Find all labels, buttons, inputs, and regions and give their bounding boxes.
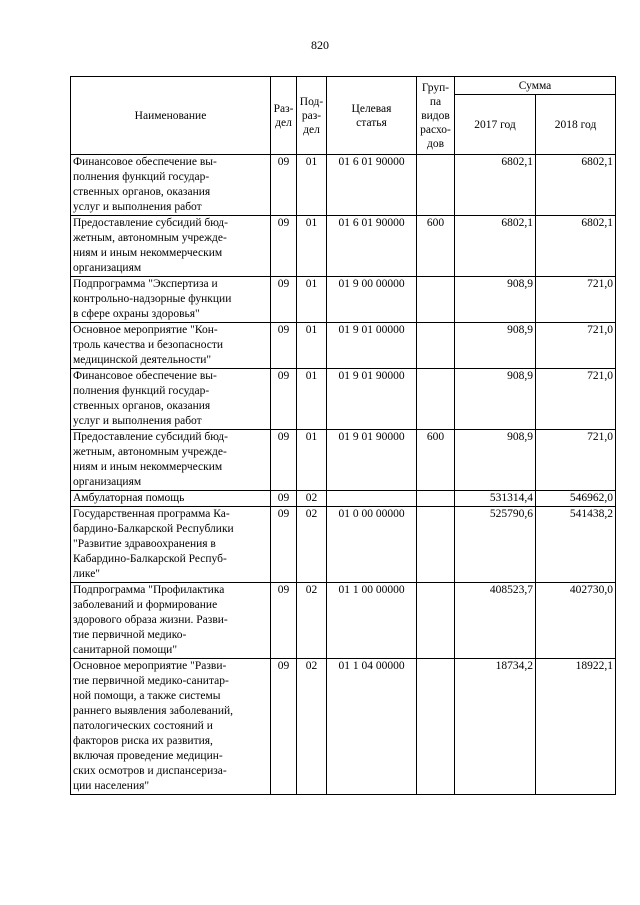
cell-2018: 541438,2 [536, 507, 616, 583]
table-row [71, 155, 616, 216]
header-2018: 2018 год [536, 95, 616, 155]
cell-statya: 01 1 00 00000 [327, 583, 417, 659]
cell-razdel: 09 [271, 323, 297, 369]
cell-statya: 01 6 01 90000 [327, 216, 417, 277]
cell-group [417, 507, 455, 583]
cell-group [417, 155, 455, 216]
header-razdel: Раз- дел [271, 77, 297, 155]
cell-2018: 6802,1 [536, 216, 616, 277]
cell-2017: 908,9 [455, 430, 536, 491]
cell-group [417, 323, 455, 369]
cell-podrazdel: 02 [297, 583, 327, 659]
table-body [71, 155, 616, 795]
table-row [71, 583, 616, 659]
table-row [71, 659, 616, 795]
header-podrazdel: Под- раз- дел [297, 77, 327, 155]
cell-name: Государственная программа Ка- бардино-Балкарской Республики "Развитие здравоохранения в Кабардино-Балкарской Респуб- лике" [71, 507, 271, 583]
cell-podrazdel: 01 [297, 323, 327, 369]
cell-razdel: 09 [271, 507, 297, 583]
cell-2017: 908,9 [455, 277, 536, 323]
page-number: 820 [311, 38, 329, 52]
header-name: Наименование [71, 77, 271, 155]
cell-razdel: 09 [271, 430, 297, 491]
cell-2018: 721,0 [536, 430, 616, 491]
cell-podrazdel: 01 [297, 155, 327, 216]
table-row [71, 491, 616, 507]
cell-2017: 6802,1 [455, 216, 536, 277]
cell-group [417, 659, 455, 795]
header-group: Груп- па видов расхо- дов [417, 77, 455, 155]
cell-2018: 6802,1 [536, 155, 616, 216]
cell-razdel: 09 [271, 491, 297, 507]
cell-2018: 721,0 [536, 277, 616, 323]
cell-razdel: 09 [271, 583, 297, 659]
cell-name: Подпрограмма "Экспертиза и контрольно-надзорные функции в сфере охраны здоровья" [71, 277, 271, 323]
cell-2018: 546962,0 [536, 491, 616, 507]
cell-podrazdel: 01 [297, 277, 327, 323]
cell-2017: 908,9 [455, 369, 536, 430]
cell-podrazdel: 02 [297, 491, 327, 507]
cell-name: Амбулаторная помощь [71, 491, 271, 507]
cell-group [417, 369, 455, 430]
table-row [71, 277, 616, 323]
cell-razdel: 09 [271, 369, 297, 430]
cell-2017: 408523,7 [455, 583, 536, 659]
cell-name: Предоставление субсидий бюд- жетным, автономным учрежде- ниям и иным некоммерческим организациям [71, 430, 271, 491]
cell-podrazdel: 02 [297, 507, 327, 583]
cell-2018: 18922,1 [536, 659, 616, 795]
cell-group: 600 [417, 216, 455, 277]
cell-statya: 01 0 00 00000 [327, 507, 417, 583]
cell-name: Подпрограмма "Профилактика заболеваний и формирование здорового образа жизни. Разви- тие первичной медико- санитарной помощи" [71, 583, 271, 659]
cell-razdel: 09 [271, 659, 297, 795]
cell-name: Финансовое обеспечение вы- полнения функций государ- ственных органов, оказания услуг и выполнения работ [71, 369, 271, 430]
cell-2017: 531314,4 [455, 491, 536, 507]
cell-razdel: 09 [271, 216, 297, 277]
cell-razdel: 09 [271, 155, 297, 216]
cell-statya: 01 9 00 00000 [327, 277, 417, 323]
cell-podrazdel: 01 [297, 430, 327, 491]
cell-statya: 01 9 01 00000 [327, 323, 417, 369]
cell-podrazdel: 01 [297, 216, 327, 277]
cell-2017: 18734,2 [455, 659, 536, 795]
cell-statya [327, 491, 417, 507]
cell-statya: 01 6 01 90000 [327, 155, 417, 216]
header-statya: Целевая статья [327, 77, 417, 155]
cell-statya: 01 9 01 90000 [327, 430, 417, 491]
cell-name: Основное мероприятие "Разви- тие первичной медико-санитар- ной помощи, а также системы раннего выявления заболеваний, патологических состояний и факторов риска их развития, включая проведение медицин- ских осмотров и диспансеризa- ции населения" [71, 659, 271, 795]
table-row [71, 507, 616, 583]
cell-2018: 721,0 [536, 369, 616, 430]
cell-group [417, 583, 455, 659]
cell-name: Предоставление субсидий бюд- жетным, автономным учрежде- ниям и иным некоммерческим организациям [71, 216, 271, 277]
cell-group [417, 277, 455, 323]
cell-group [417, 491, 455, 507]
cell-podrazdel: 02 [297, 659, 327, 795]
cell-2017: 908,9 [455, 323, 536, 369]
cell-2017: 6802,1 [455, 155, 536, 216]
cell-name: Финансовое обеспечение вы- полнения функций государ- ственных органов, оказания услуг и выполнения работ [71, 155, 271, 216]
cell-podrazdel: 01 [297, 369, 327, 430]
budget-table [70, 76, 616, 795]
cell-2018: 721,0 [536, 323, 616, 369]
header-2017: 2017 год [455, 95, 536, 155]
header-summa: Сумма [455, 77, 616, 95]
cell-group: 600 [417, 430, 455, 491]
table-header [71, 77, 616, 155]
cell-statya: 01 9 01 90000 [327, 369, 417, 430]
cell-2017: 525790,6 [455, 507, 536, 583]
table-row [71, 430, 616, 491]
cell-razdel: 09 [271, 277, 297, 323]
cell-statya: 01 1 04 00000 [327, 659, 417, 795]
cell-2018: 402730,0 [536, 583, 616, 659]
table-row [71, 216, 616, 277]
table-row [71, 323, 616, 369]
cell-name: Основное мероприятие "Кон- троль качества и безопасности медицинской деятельности" [71, 323, 271, 369]
table-row [71, 369, 616, 430]
